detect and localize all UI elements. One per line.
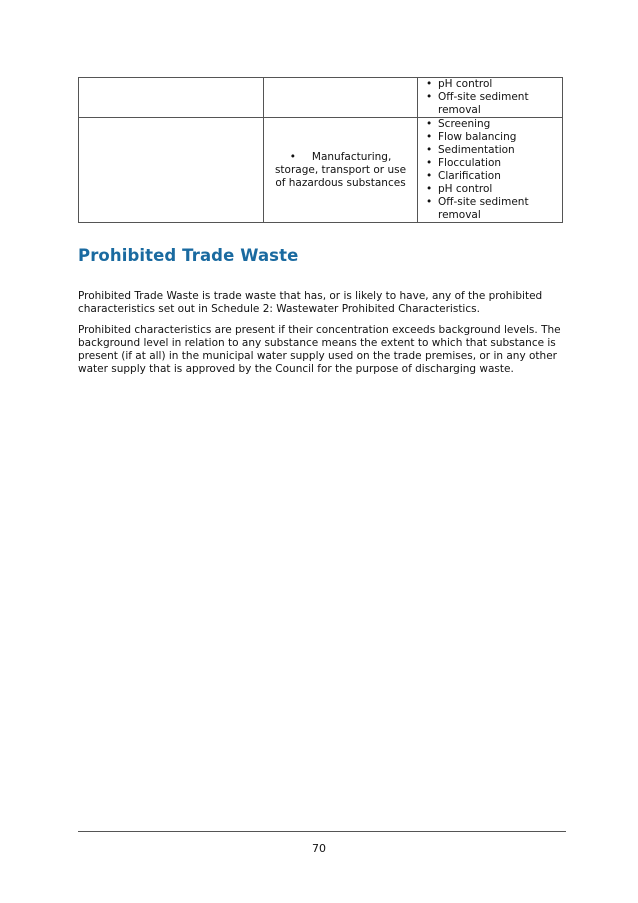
treatment-list — [418, 78, 562, 117]
section-heading: Prohibited Trade Waste — [78, 246, 299, 265]
activity-label: Manufacturing, storage, transport or use of hazardous substances — [274, 150, 407, 189]
list-item: • Clarification — [418, 170, 562, 183]
page-number: 70 — [312, 842, 326, 855]
body-paragraph: Prohibited characteristics are present if their concentration exceeds background levels. The background level in relation to any substance means the extent to which that substance is present (if at all) in the municipal water supply used on the trade premises, or in any other water supply that is approved by the Council for the purpose of discharging waste. — [78, 324, 561, 375]
table-cell-empty — [79, 118, 264, 223]
list-item: • Off-site sediment removal — [418, 91, 562, 117]
list-item: • Screening — [418, 118, 562, 131]
footer-divider — [78, 831, 566, 832]
treatment-list — [418, 118, 562, 222]
treatment-table — [78, 77, 563, 223]
table-row — [79, 78, 563, 118]
list-item: • pH control — [418, 78, 562, 91]
table-cell-treatments — [418, 118, 563, 223]
table-cell-treatments — [418, 78, 563, 118]
table-row — [79, 118, 563, 223]
list-item: • Off-site sediment removal — [418, 196, 562, 222]
activity-text-block — [264, 151, 417, 190]
table-cell-empty — [79, 78, 264, 118]
table-cell-empty — [264, 78, 418, 118]
bullet-icon: • — [289, 150, 296, 163]
table-cell-activity — [264, 118, 418, 223]
body-paragraph: Prohibited Trade Waste is trade waste that has, or is likely to have, any of the prohibited characteristics set out in Schedule 2: Wastewater Prohibited Characteristics. — [78, 290, 543, 315]
list-item: • Sedimentation — [418, 144, 562, 157]
list-item: • Flow balancing — [418, 131, 562, 144]
list-item: • Flocculation — [418, 157, 562, 170]
list-item: • pH control — [418, 183, 562, 196]
